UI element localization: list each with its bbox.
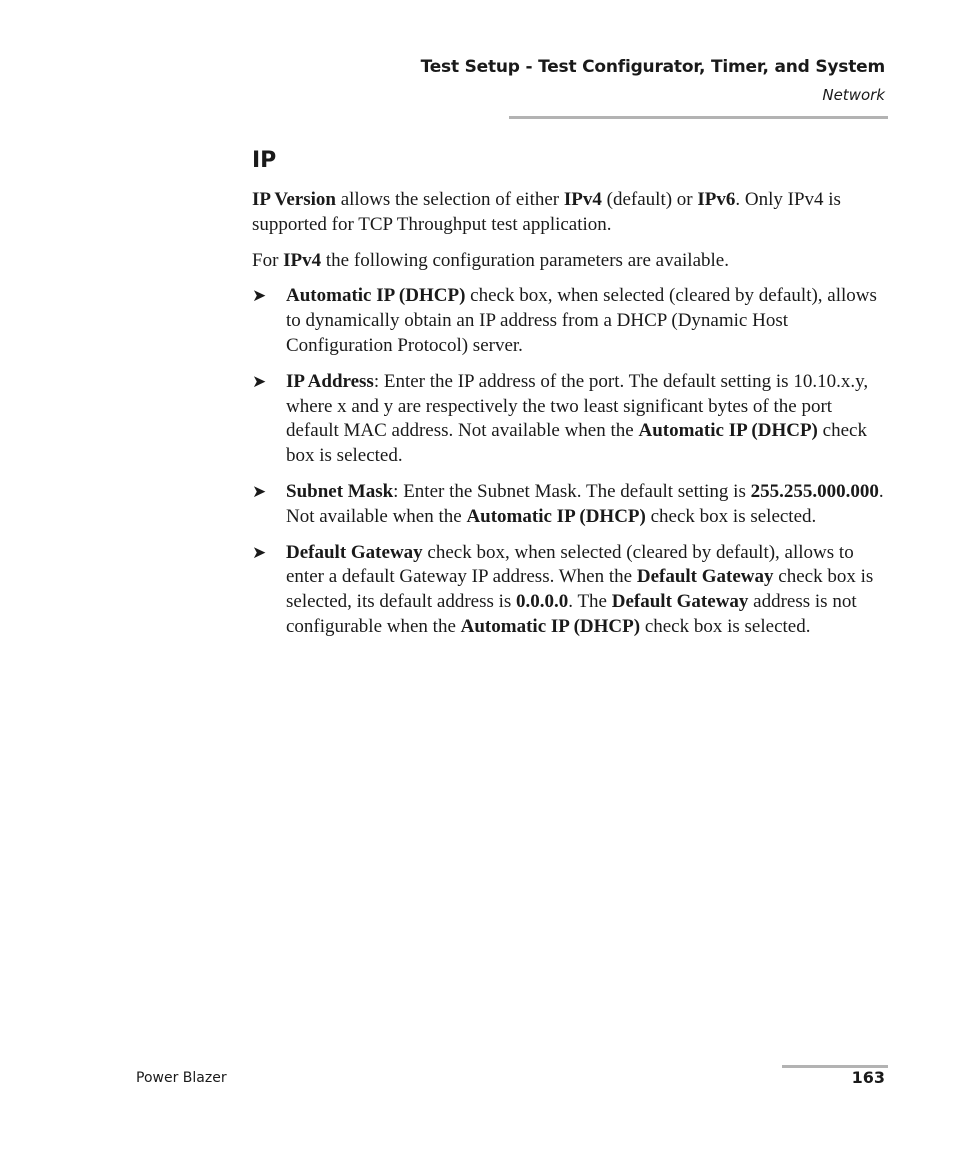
text-run: : Enter the IP address of the port. The default setting is 10.10.x.y, where x and y are respectively the two least significant bytes of the port default MAC address. Not available when the <box>286 370 869 442</box>
bold-term: IPv6 <box>697 189 736 210</box>
running-header-title: Test Setup - Test Configurator, Timer, and System <box>420 57 885 77</box>
bold-term: Default Gateway <box>611 591 749 613</box>
text-run: check box is selected. <box>645 505 817 527</box>
bold-term: IPv4 <box>283 249 322 271</box>
paragraph-ip-version <box>252 188 888 238</box>
bullet-automatic-ip <box>252 284 888 358</box>
text-run: allows the selection of either <box>335 189 564 210</box>
text-run: For <box>252 249 284 271</box>
bold-term: IP Version <box>252 189 336 210</box>
text-run: check box, when selected (cleared by default), allows to dynamically obtain an IP address from a DHCP (Dynamic Host Configuration Protocol) server. <box>286 285 877 356</box>
text-run: . Not available when the <box>286 480 884 527</box>
text-run: : Enter the Subnet Mask. The default setting is <box>393 480 751 502</box>
bold-term: Automatic IP (DHCP) <box>466 505 646 527</box>
text-run: address is not configurable when the <box>286 591 857 637</box>
arrow-bullet-icon: ➤ <box>252 371 267 392</box>
running-header-subtitle: Network <box>822 86 885 104</box>
text-run: . Only IPv4 is supported for TCP Throughput test application. <box>252 189 841 235</box>
bullet-text <box>286 541 888 640</box>
bullet-subnet-mask <box>252 480 888 530</box>
bullet-text <box>286 284 888 358</box>
page-number: 163 <box>851 1068 885 1087</box>
text-run: check box is selected. <box>286 420 867 467</box>
text-run: check box, when selected (cleared by default), allows to enter a default Gateway IP address. When the <box>286 541 854 588</box>
bold-term: 255.255.000.000 <box>750 480 879 502</box>
arrow-bullet-icon: ➤ <box>252 542 267 563</box>
bold-term: Automatic IP (DHCP) <box>460 615 641 637</box>
bold-term: IPv4 <box>563 189 602 210</box>
bold-term: Subnet Mask <box>286 480 394 502</box>
text-run: . The <box>568 591 612 613</box>
bullet-ip-address <box>252 370 888 469</box>
paragraph-ipv4-intro <box>252 249 888 274</box>
arrow-bullet-icon: ➤ <box>252 286 267 307</box>
bullet-default-gateway <box>252 541 888 640</box>
section-heading: IP <box>252 148 277 173</box>
text-run: check box is selected. <box>640 615 811 637</box>
bold-term: Default Gateway <box>636 566 774 588</box>
bold-term: Automatic IP (DHCP) <box>286 285 466 307</box>
text-run: the following configuration parameters are available. <box>321 249 729 271</box>
text-run: check box is selected, its default address is <box>286 566 874 613</box>
bold-term: Automatic IP (DHCP) <box>638 420 818 442</box>
bold-term: Default Gateway <box>286 541 423 563</box>
bold-term: IP Address <box>286 370 374 392</box>
text-run: (default) or <box>601 189 698 210</box>
bullet-text <box>286 370 888 469</box>
bullet-text <box>286 480 888 530</box>
footer-product-name: Power Blazer <box>136 1070 227 1086</box>
bold-term: 0.0.0.0 <box>516 591 569 613</box>
arrow-bullet-icon: ➤ <box>252 481 267 502</box>
header-rule <box>509 116 888 119</box>
main-content <box>252 146 888 651</box>
